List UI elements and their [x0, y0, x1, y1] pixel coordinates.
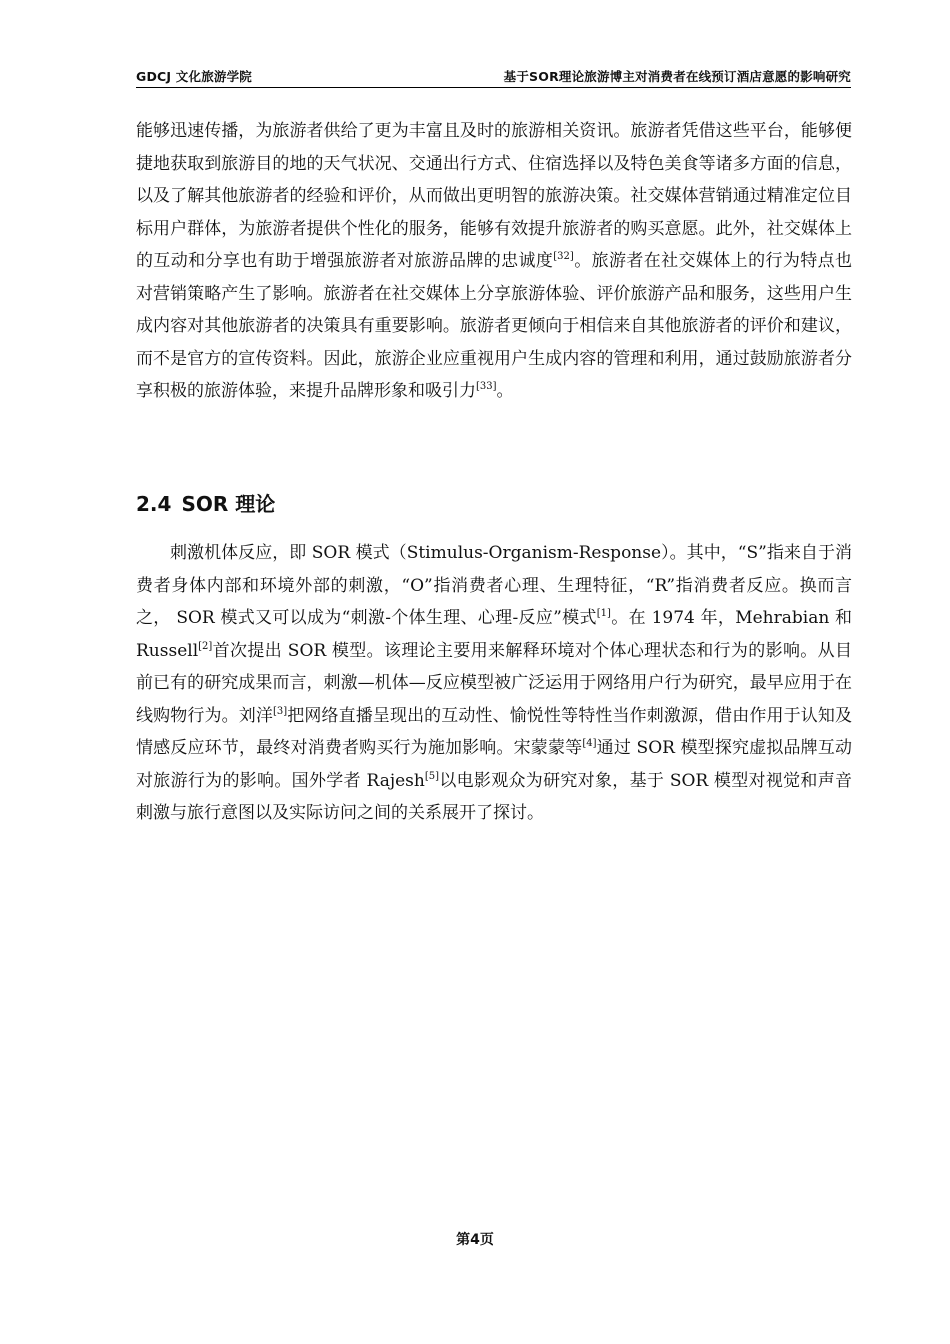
paragraph-text: 。在 1974 年，Mehrabian 和 Russell	[136, 608, 852, 661]
section-heading	[136, 488, 275, 517]
citation-ref: [4]	[582, 738, 597, 749]
header-institution: GDCJ 文化旅游学院	[136, 69, 253, 84]
paragraph-social-media	[136, 115, 852, 408]
paragraph-text: 刺激机体反应，即 SOR 模式（Stimulus-Organism-Response）。其中，“S”指来自于消费者身体内部和环境外部的刺激，“O”指消费者心理、生理特征，“R”指消费者反应。换而言之， SOR 模式又可以成为“刺激-个体生理、心理-反应”模式	[136, 543, 852, 628]
paragraph-text: 以电影观众为研究对象，基于 SOR 模型对视觉和声音刺激与旅行意图以及实际访问之间的关系展开了探讨。	[136, 770, 852, 823]
citation-ref: [33]	[476, 381, 497, 392]
citation-ref: [32]	[553, 251, 574, 262]
citation-ref: [1]	[596, 608, 611, 619]
citation-ref: [5]	[424, 770, 440, 782]
header-thesis-title: 基于SOR理论旅游博主对消费者在线预订酒店意愿的影响研究	[503, 69, 851, 84]
paragraph-text: 通过 SOR 模型探究虚拟品牌互动对旅游行为的影响。国外学者 Rajesh	[136, 738, 852, 791]
paragraph-text: 能够迅速传播，为旅游者供给了更为丰富且及时的旅游相关资讯。旅游者凭借这些平台，能够便捷地获取到旅游目的地的天气状况、交通出行方式、住宿选择以及特色美食等诸多方面的信息，以及了解其他旅游者的经验和评价，从而做出更明智的旅游决策。社交媒体营销通过精准定位目标用户群体，为旅游者提供个性化的服务，能够有效提升旅游者的购买意愿。此外，社交媒体上的互动和分享也有助于增强旅游者对旅游品牌的忠诚度	[136, 121, 852, 271]
page-header	[136, 67, 851, 88]
section-number: 2.4	[136, 492, 172, 516]
paragraph-text: 。	[496, 381, 514, 401]
paragraph-text: 把网络直播呈现出的互动性、愉悦性等特性当作刺激源，借由作用于认知及情感反应环节，最终对消费者购买行为施加影响。宋蒙蒙等	[136, 705, 853, 758]
page-number: 第4页	[456, 1232, 494, 1248]
paragraph-text: 。旅游者在社交媒体上的行为特点也对营销策略产生了影响。旅游者在社交媒体上分享旅游体验、评价旅游产品和服务，这些用户生成内容对其他旅游者的决策具有重要影响。旅游者更倾向于相信来自其他旅游者的评价和建议，而不是官方的宣传资料。因此，旅游企业应重视用户生成内容的管理和利用，通过鼓励旅游者分享积极的旅游体验，来提升品牌形象和吸引力	[136, 251, 852, 401]
citation-ref: [2]	[198, 640, 213, 652]
citation-ref: [3]	[272, 705, 288, 717]
paragraph-sor-theory	[136, 537, 852, 830]
paragraph-text: 首次提出 SOR 模型。该理论主要用来解释环境对个体心理状态和行为的影响。从目前已有的研究成果而言，刺激—机体—反应模型被广泛运用于网络用户行为研究，最早应用于在线购物行为。刘洋	[136, 640, 852, 726]
section-title: SOR 理论	[181, 492, 276, 516]
